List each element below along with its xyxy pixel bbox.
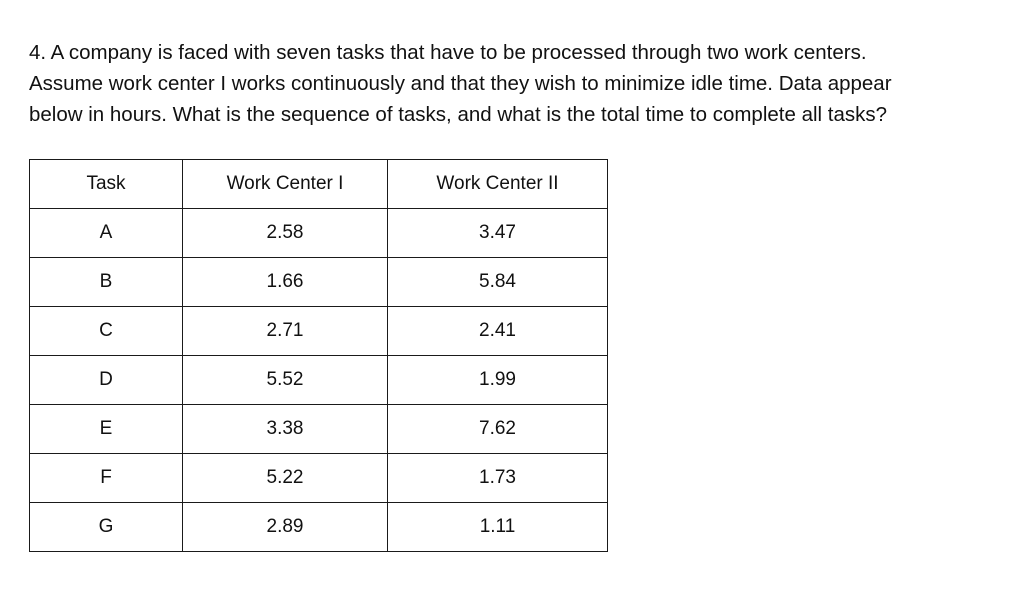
task-cell: D [30,356,183,405]
work-center-1-cell: 2.89 [183,503,388,552]
table-row [30,307,608,356]
column-header-task: Task [30,160,183,209]
table-row [30,258,608,307]
work-center-2-cell: 3.47 [388,209,608,258]
task-cell: C [30,307,183,356]
question-line: below in hours. What is the sequence of tasks, and what is the total time to complete all tasks? [29,103,888,126]
task-cell: A [30,209,183,258]
work-center-2-cell: 1.99 [388,356,608,405]
work-center-1-cell: 1.66 [183,258,388,307]
question-line: Assume work center I works continuously and that they wish to minimize idle time. Data appear [29,72,892,95]
task-times-table [29,159,608,552]
task-cell: B [30,258,183,307]
work-center-1-cell: 5.22 [183,454,388,503]
column-header-work-center-1: Work Center I [183,160,388,209]
work-center-2-cell: 2.41 [388,307,608,356]
work-center-2-cell: 1.73 [388,454,608,503]
table-row [30,503,608,552]
work-center-2-cell: 7.62 [388,405,608,454]
table-row [30,405,608,454]
table-row [30,356,608,405]
table-header-row [30,160,608,209]
table-row [30,454,608,503]
question-line: 4. A company is faced with seven tasks that have to be processed through two work centers. [29,41,867,64]
task-cell: G [30,503,183,552]
work-center-1-cell: 2.71 [183,307,388,356]
work-center-1-cell: 5.52 [183,356,388,405]
column-header-work-center-2: Work Center II [388,160,608,209]
work-center-1-cell: 2.58 [183,209,388,258]
question-text [29,37,989,130]
task-cell: E [30,405,183,454]
work-center-2-cell: 1.11 [388,503,608,552]
work-center-2-cell: 5.84 [388,258,608,307]
task-cell: F [30,454,183,503]
work-center-1-cell: 3.38 [183,405,388,454]
table-row [30,209,608,258]
